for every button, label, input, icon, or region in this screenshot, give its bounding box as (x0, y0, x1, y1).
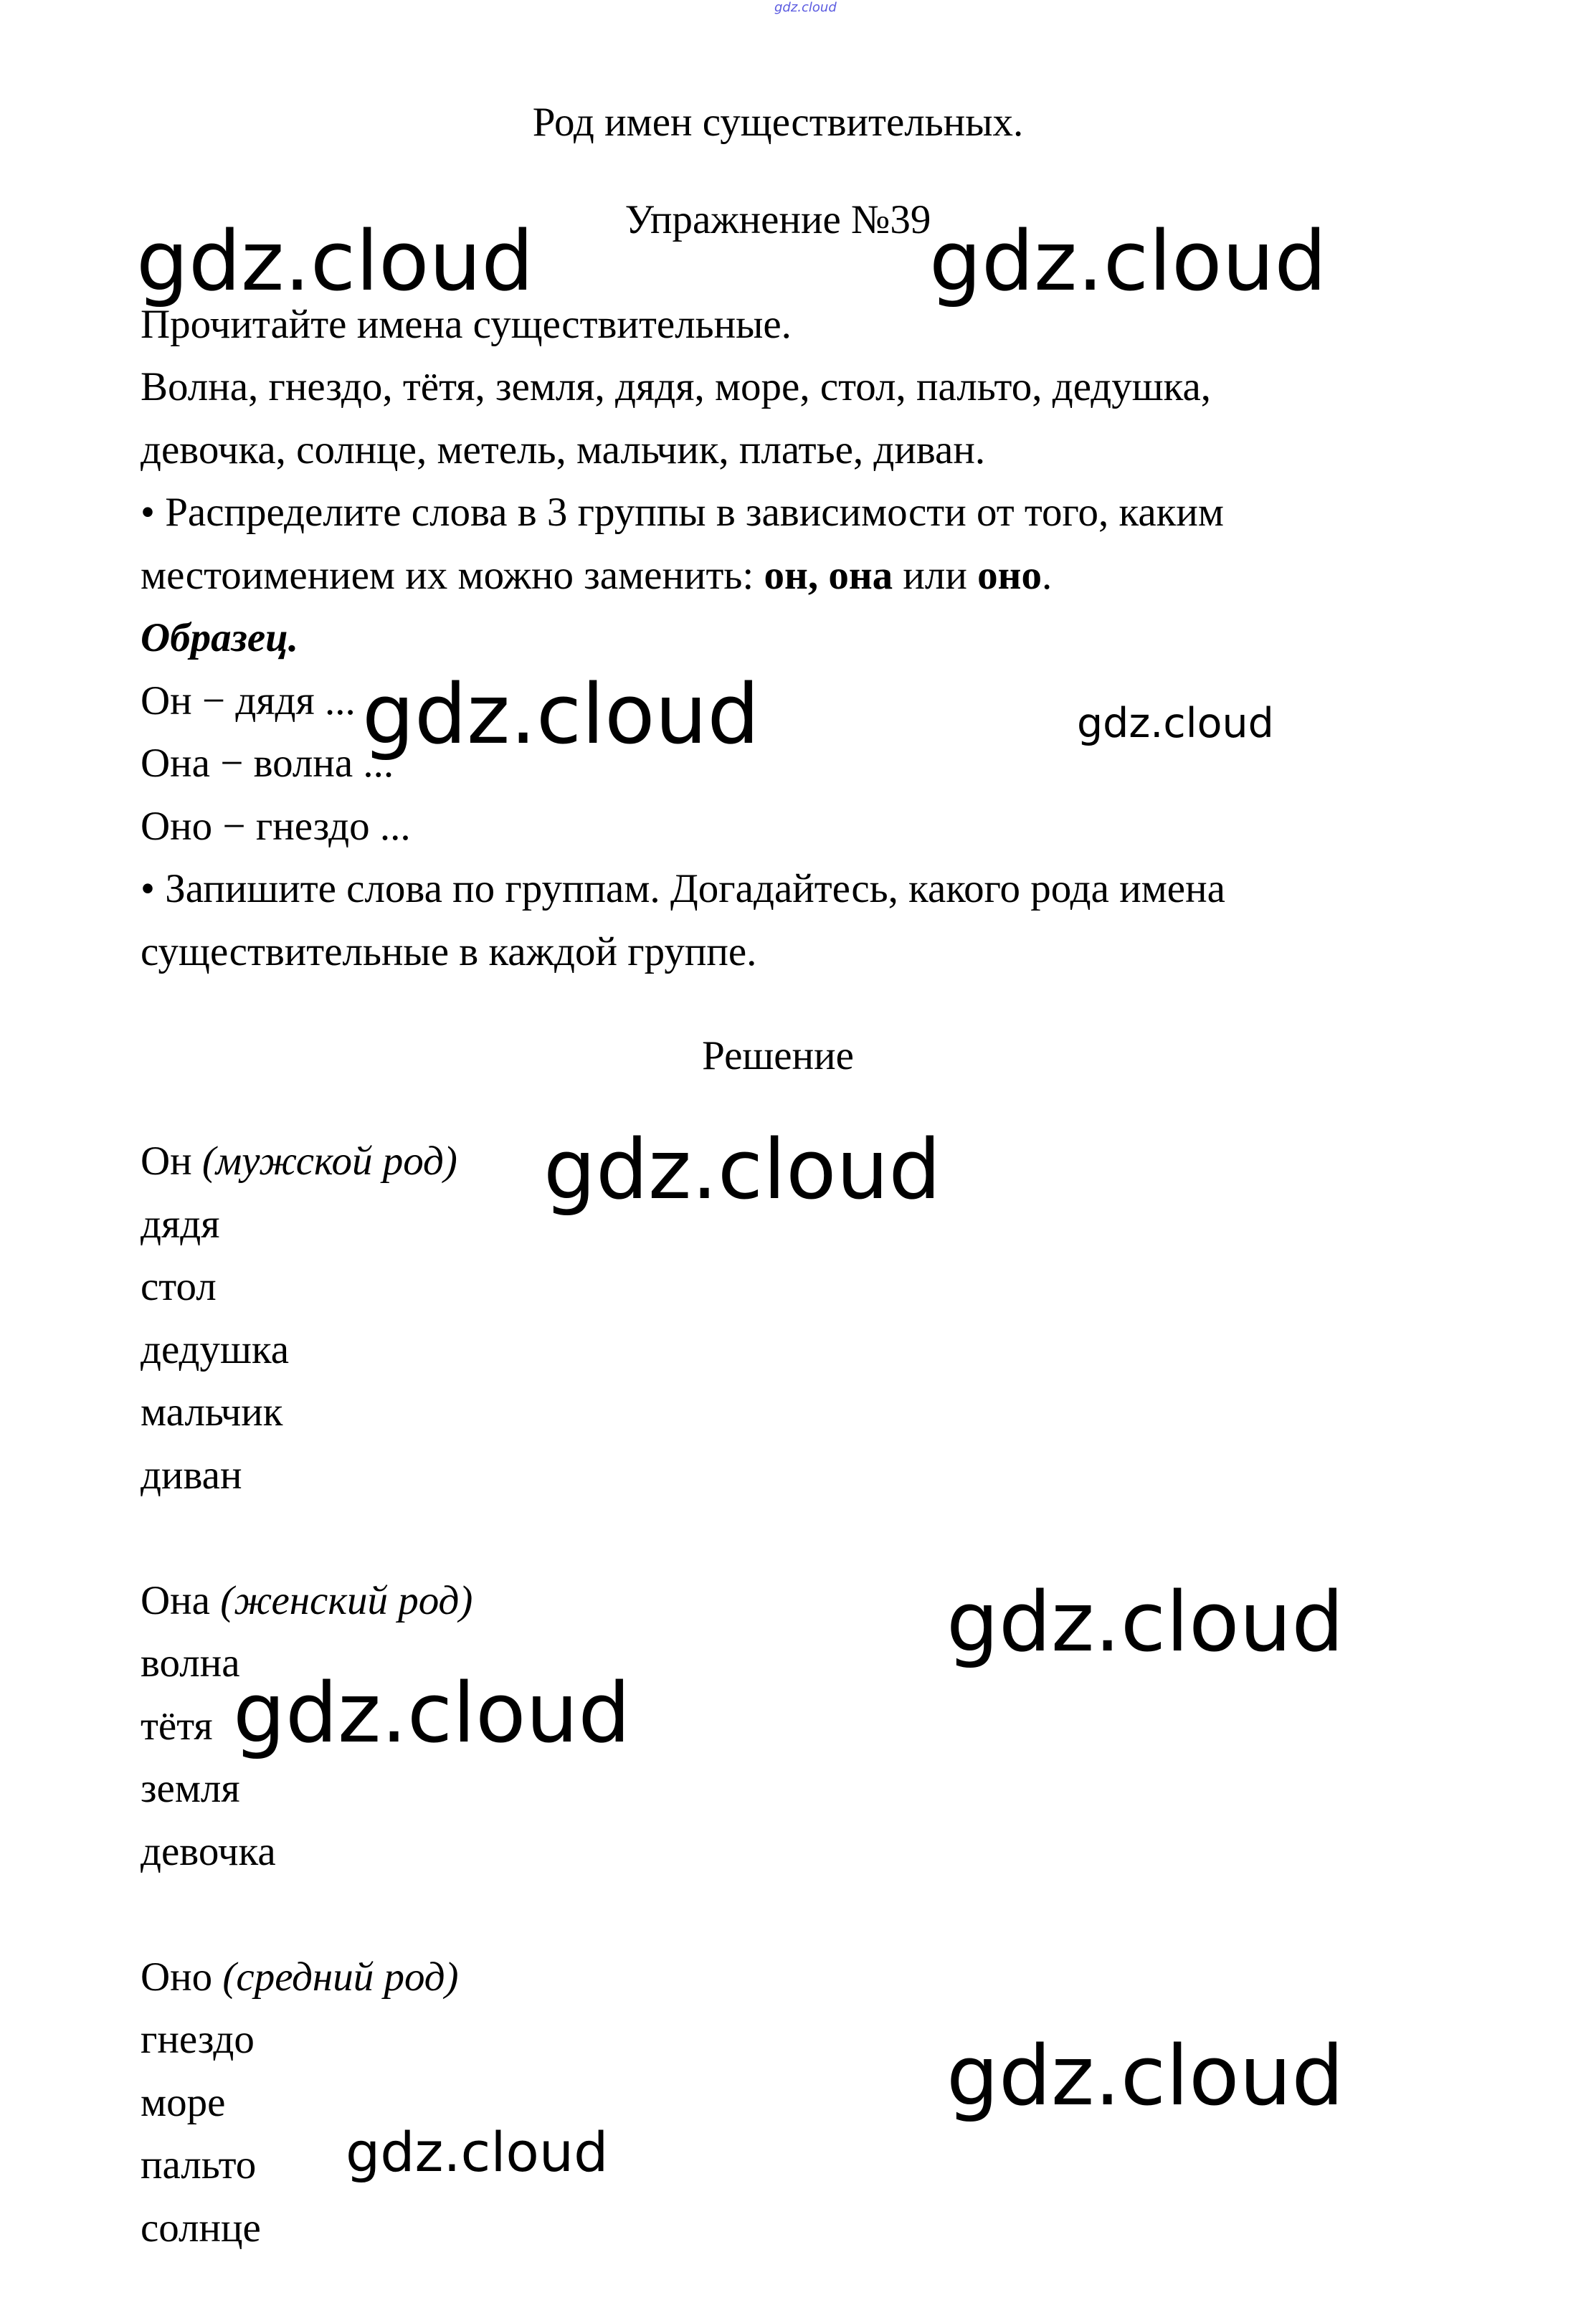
pronoun-ono: оно (977, 553, 1042, 598)
group-heading-neuter: Оно (средний род) (141, 1954, 459, 2000)
watermark: gdz.cloud (1077, 700, 1274, 747)
watermark: gdz.cloud (136, 214, 534, 310)
watermark: gdz.cloud (233, 1666, 631, 1762)
list-item: стол (141, 1264, 217, 1309)
list-item: волна (141, 1640, 240, 1686)
watermark: gdz.cloud (346, 2120, 609, 2184)
watermark: gdz.cloud (543, 1122, 941, 1218)
group-heading-feminine: Она (женский род) (141, 1578, 473, 1623)
task-line-9: • Запишите слова по группам. Догадайтесь, какого рода имена (141, 866, 1225, 911)
header-watermark: gdz.cloud (774, 0, 837, 15)
task-line-5-mid: или (893, 553, 978, 598)
list-item: тётя (141, 1704, 213, 1749)
task-line-10: существительные в каждой группе. (141, 929, 757, 974)
sample-label: Образец. (141, 615, 299, 660)
watermark: gdz.cloud (929, 214, 1327, 310)
list-item: солнце (141, 2205, 261, 2251)
sample-line-3: Оно − гнездо ... (141, 804, 411, 849)
list-item: диван (141, 1453, 242, 1498)
task-line-5-start: местоимением их можно заменить: (141, 553, 764, 598)
task-line-2: Волна, гнездо, тётя, земля, дядя, море, стол, пальто, дедушка, (141, 364, 1212, 409)
list-item: дядя (141, 1202, 220, 1247)
list-item: пальто (141, 2142, 257, 2187)
page-title: Род имен существительных. (532, 100, 1024, 145)
group-heading-masculine: Он (мужской род) (141, 1139, 457, 1184)
task-line-1: Прочитайте имена существительные. (141, 302, 792, 347)
sample-line-1: Он − дядя ... (141, 678, 356, 723)
task-line-5-end: . (1041, 553, 1053, 598)
solution-title: Решение (702, 1033, 854, 1078)
list-item: мальчик (141, 1389, 283, 1435)
list-item: гнездо (141, 2017, 255, 2062)
list-item: море (141, 2080, 226, 2125)
task-line-3: девочка, солнце, метель, мальчик, платье, диван. (141, 427, 986, 472)
list-item: девочка (141, 1829, 276, 1874)
exercise-title: Упражнение №39 (624, 197, 931, 242)
watermark: gdz.cloud (946, 2028, 1344, 2124)
list-item: земля (141, 1766, 240, 1811)
pronoun-on-ona: он, она (764, 553, 893, 598)
task-line-5 (141, 555, 1052, 596)
task-line-4: • Распределите слова в 3 группы в зависимости от того, каким (141, 490, 1224, 535)
watermark: gdz.cloud (946, 1574, 1344, 1671)
sample-line-2: Она − волна ... (141, 741, 394, 786)
list-item: дедушка (141, 1327, 290, 1372)
watermark: gdz.cloud (362, 667, 760, 763)
